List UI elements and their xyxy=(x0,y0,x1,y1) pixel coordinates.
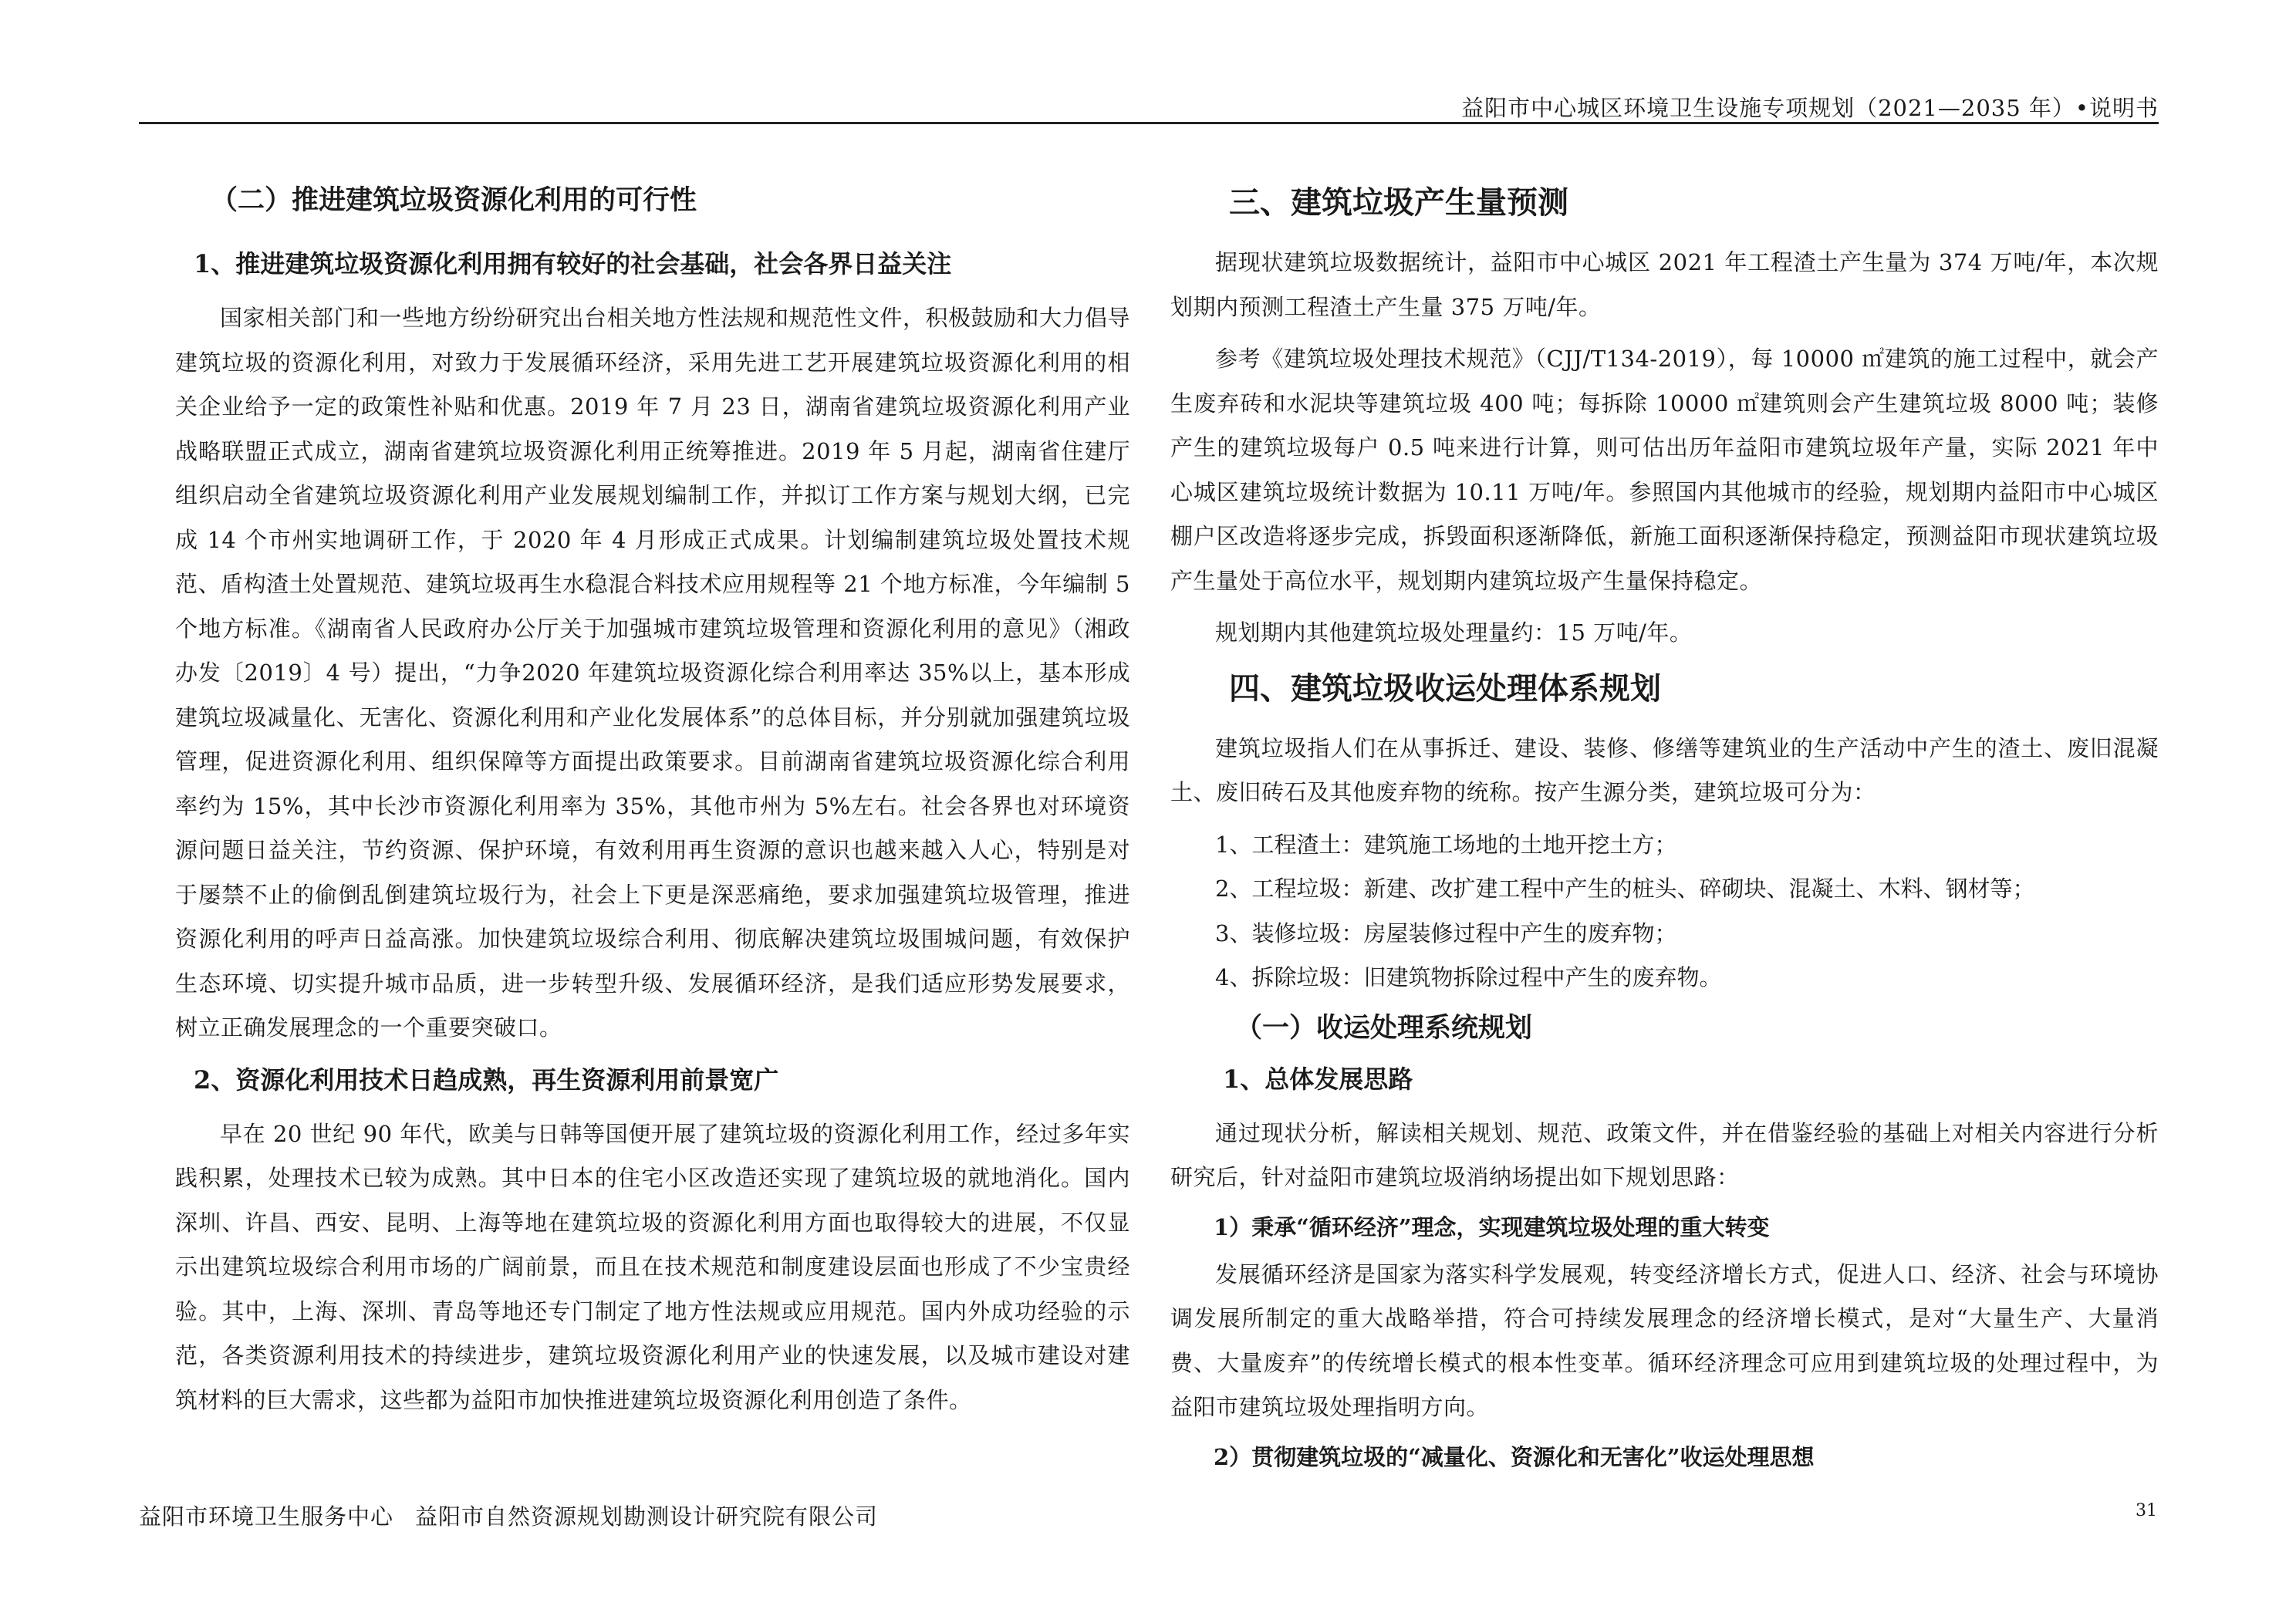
left-column xyxy=(175,177,1130,1430)
footer-org-planning: 益阳市自然资源规划勘测设计研究院有限公司 xyxy=(415,1503,879,1530)
list-item: 2、工程垃圾：新建、改扩建工程中产生的桩头、碎砌块、混凝土、木料、钢材等； xyxy=(1215,876,2035,902)
subsection-heading-technology: 2、资源化利用技术日趋成熟，再生资源利用前景宽广 xyxy=(194,1065,779,1095)
paragraph-forecast-2: 参考《建筑垃圾处理技术规范》（CJJ/T134-2019），每 10000 ㎡建筑的施工过程中，就会产生废弃砖和水泥块等建筑垃圾 400 吨；每拆除 10000 ㎡建筑则会产生建筑垃圾 8000 吨；装修产生的建筑垃圾每户 0.5 吨来进行计算，则可估出历年益阳市建筑垃圾年产量，实际 2021 年中心城区建筑垃圾统计数据为 10.11 万吨/年。参照国内其他城市的经验，规划期内益阳市中心城区棚户区改造将逐步完成，拆毁面积逐渐降低，新施工面积逐渐保持稳定，预测益阳市现状建筑垃圾产生量处于高位水平，规划期内建筑垃圾产生量保持稳定。 xyxy=(1170,346,2159,594)
header-rule xyxy=(139,122,2159,124)
paragraph-forecast-3: 规划期内其他建筑垃圾处理量约：15 万吨/年。 xyxy=(1215,619,1693,646)
subsection-heading-collection: （一）收运处理系统规划 xyxy=(1235,1011,1533,1044)
right-column xyxy=(1170,177,2159,1483)
section-heading-forecast: 三、建筑垃圾产生量预测 xyxy=(1229,184,1568,221)
paragraph-social-basis: 国家相关部门和一些地方纷纷研究出台相关地方性法规和规范性文件，积极鼓励和大力倡导建筑垃圾的资源化利用，对致力于发展循环经济，采用先进工艺开展建筑垃圾资源化利用的相关企业给予一定的政策性补贴和优惠。2019 年 7 月 23 日，湖南省建筑垃圾资源化利用产业战略联盟正式成立，湖南省建筑垃圾资源化利用正统筹推进。2019 年 5 月起，湖南省住建厅组织启动全省建筑垃圾资源化利用产业发展规划编制工作，并拟订工作方案与规划大纲，已完成 14 个市州实地调研工作，于 2020 年 4 月形成正式成果。计划编制建筑垃圾处置技术规范、盾构渣土处置规范、建筑垃圾再生水稳混合料技术应用规程等 21 个地方标准，今年编制 5 个地方标准。《湖南省人民政府办公厅关于加强城市建筑垃圾管理和资源化利用的意见》（湘政办发〔2019〕4 号）提出，“力争2020 年建筑垃圾资源化综合利用率达 35%以上，基本形成建筑垃圾减量化、无害化、资源化利用和产业化发展体系”的总体目标，并分别就加强建筑垃圾管理，促进资源化利用、组织保障等方面提出政策要求。目前湖南省建筑垃圾资源化综合利用率约为 15%，其中长沙市资源化利用率为 35%，其他市州为 5%左右。社会各界也对环境资源问题日益关注，节约资源、保护环境，有效利用再生资源的意识也越来越入人心，特别是对于屡禁不止的偷倒乱倒建筑垃圾行为，社会上下更是深恶痛绝，要求加强建筑垃圾管理，推进资源化利用的呼声日益高涨。加快建筑垃圾综合利用、彻底解决建筑垃圾围城问题，有效保护生态环境、切实提升城市品质，进一步转型升级、发展循环经济，是我们适应形势发展要求，树立正确发展理念的一个重要突破口。 xyxy=(175,305,1131,1041)
document-header: 益阳市中心城区环境卫生设施专项规划（2021—2035 年）•说明书 xyxy=(1461,95,2159,121)
paragraph-technology: 早在 20 世纪 90 年代，欧美与日韩等国便开展了建筑垃圾的资源化利用工作，经过多年实践积累，处理技术已较为成熟。其中日本的住宅小区改造还实现了建筑垃圾的就地消化。国内深圳、许昌、西安、昆明、上海等地在建筑垃圾的资源化利用方面也取得较大的进展，不仅显示出建筑垃圾综合利用市场的广阔前景，而且在技术规范和制度建设层面也形成了不少宝贵经验。其中，上海、深圳、青岛等地还专门制定了地方性法规或应用规范。国内外成功经验的示范，各类资源利用技术的持续进步，建筑垃圾资源化利用产业的快速发展，以及城市建设对建筑材料的巨大需求，这些都为益阳市加快推进建筑垃圾资源化利用创造了条件。 xyxy=(175,1120,1130,1413)
page-number: 31 xyxy=(2136,1501,2157,1520)
paragraph-overall: 通过现状分析，解读相关规划、规范、政策文件，并在借鉴经验的基础上对相关内容进行分析研究后，针对益阳市建筑垃圾消纳场提出如下规划思路： xyxy=(1170,1119,2159,1190)
paragraph-forecast-1: 据现状建筑垃圾数据统计，益阳市中心城区 2021 年工程渣土产生量为 374 万吨/年，本次规划期内预测工程渣土产生量 375 万吨/年。 xyxy=(1170,249,2159,320)
section-heading-system-plan: 四、建筑垃圾收运处理体系规划 xyxy=(1229,670,1661,707)
list-item: 1、工程渣土：建筑施工场地的土地开挖土方； xyxy=(1215,831,1677,858)
footer-org-sanitation: 益阳市环境卫生服务中心 xyxy=(139,1503,394,1530)
paragraph-definition: 建筑垃圾指人们在从事拆迁、建设、装修、修缮等建筑业的生产活动中产生的渣土、废旧混凝土、废旧砖石及其他废弃物的统称。按产生源分类，建筑垃圾可分为： xyxy=(1170,734,2159,805)
list-item: 4、拆除垃圾：旧建筑物拆除过程中产生的废弃物。 xyxy=(1215,964,1722,990)
subsection-heading-overall: 1、总体发展思路 xyxy=(1223,1064,1413,1094)
item-heading-reduction: 2）贯彻建筑垃圾的“减量化、资源化和无害化”收运处理思想 xyxy=(1214,1443,1815,1470)
item-heading-circular: 1）秉承“循环经济”理念，实现建筑垃圾处理的重大转变 xyxy=(1214,1213,1770,1240)
list-item: 3、装修垃圾：房屋装修过程中产生的废弃物； xyxy=(1215,919,1677,946)
paragraph-circular: 发展循环经济是国家为落实科学发展观，转变经济增长方式，促进人口、经济、社会与环境协调发展所制定的重大战略举措，符合可持续发展理念的经济增长模式，是对“大量生产、大量消费、大量废弃”的传统增长模式的根本性变革。循环经济理念可应用到建筑垃圾的处理过程中，为益阳市建筑垃圾处理指明方向。 xyxy=(1170,1260,2159,1420)
footer-organizations xyxy=(139,1500,878,1531)
section-heading-feasibility: （二）推进建筑垃圾资源化利用的可行性 xyxy=(211,184,697,216)
subsection-heading-social-basis: 1、推进建筑垃圾资源化利用拥有较好的社会基础，社会各界日益关注 xyxy=(194,249,952,278)
category-list xyxy=(1170,823,2159,1000)
